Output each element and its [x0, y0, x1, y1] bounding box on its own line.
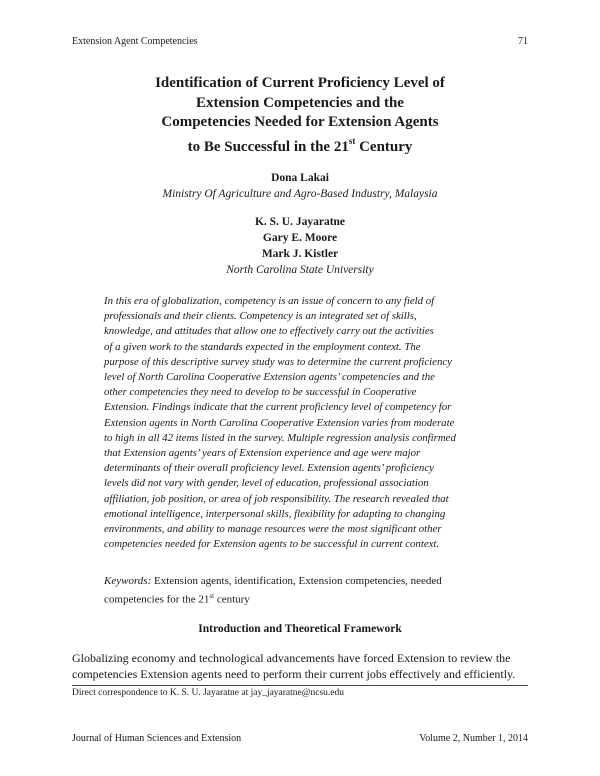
title-text: Century [355, 138, 413, 155]
title-superscript: st [348, 135, 356, 146]
keywords-text: Extension agents, identification, Extension competencies, needed [151, 575, 442, 587]
paper-title [72, 74, 528, 157]
author-name: Gary E. Moore [262, 232, 338, 244]
keywords-text: century [214, 593, 250, 606]
abstract-line: purpose of this descriptive survey study was to determine the current proficiency [104, 355, 452, 368]
keywords-line [104, 589, 498, 608]
body-line: Globalizing economy and technological advancements have forced Extension to review the [72, 651, 511, 665]
abstract-line: determinants of their overall proficiency level. Extension agents’ proficiency [104, 462, 434, 475]
keywords-text: competencies for the 21 [104, 593, 210, 606]
abstract-line: Extension agents in North Carolina Cooperative Extension varies from moderate [104, 416, 455, 429]
keywords-superscript: st [209, 592, 215, 600]
abstract-line: affiliation, job position, or area of job responsibility. The research revealed that [104, 492, 449, 505]
abstract-line: competencies needed for Extension agents to be successful in current context. [104, 538, 440, 551]
author-name: Mark J. Kistler [261, 248, 339, 260]
abstract-line: that Extension agents’ years of Extension experience and age were major [104, 447, 421, 460]
author-affiliation: North Carolina State University [226, 264, 374, 276]
abstract-line: of a given work to the standards expected in the employment context. The [104, 340, 421, 353]
abstract-line: to high in all 42 items listed in the survey. Multiple regression analysis confirmed [104, 431, 456, 444]
abstract-line: Extension. Findings indicate that the current proficiency level of competency for [104, 401, 452, 414]
body-line: competencies Extension agents need to perform their current jobs effectively and efficiently. [72, 667, 516, 681]
title-text: to Be Successful in the 21 [187, 138, 349, 155]
title-line: Extension Competencies and the [196, 94, 404, 111]
correspondence-footnote: Direct correspondence to K. S. U. Jayaratne at jay_jayaratne@ncsu.edu [72, 688, 345, 698]
title-line: Identification of Current Proficiency Level of [155, 75, 445, 91]
page-number: 71 [518, 36, 528, 47]
volume-info: Volume 2, Number 1, 2014 [419, 733, 528, 744]
abstract-line: In this era of globalization, competency is an issue of concern to any field of [104, 295, 435, 307]
journal-name: Journal of Human Sciences and Extension [72, 733, 242, 744]
keywords [104, 574, 498, 608]
footnote-divider [72, 685, 528, 686]
title-line [72, 133, 528, 158]
abstract-line: professionals and their clients. Competency is an integrated set of skills, [104, 310, 417, 323]
author-name: K. S. U. Jayaratne [254, 216, 346, 228]
author-group-2 [72, 214, 528, 278]
keywords-line [104, 574, 498, 589]
keywords-label: Keywords: [104, 575, 152, 587]
abstract-line: level of North Carolina Cooperative Extension agents’ competencies and the [104, 371, 435, 384]
author-group-1 [72, 170, 528, 202]
abstract-line: knowledge, and attitudes that allow one to effectively carry out the activities [104, 325, 434, 338]
body-paragraph [72, 650, 528, 682]
author-name: Dona Lakai [271, 172, 329, 184]
author-affiliation: Ministry Of Agriculture and Agro-Based Industry, Malaysia [162, 188, 438, 200]
title-line: Competencies Needed for Extension Agents [161, 114, 439, 130]
running-header-title: Extension Agent Competencies [72, 36, 198, 47]
abstract-line: environments, and ability to manage resources were the most significant other [104, 523, 442, 536]
abstract [104, 294, 498, 552]
section-heading: Introduction and Theoretical Framework [198, 623, 402, 635]
abstract-line: emotional intelligence, interpersonal skills, flexibility for adapting to changing [104, 507, 446, 520]
abstract-line: other competencies they need to develop to be successful in Cooperative [104, 386, 417, 399]
abstract-line: levels did not vary with gender, level of education, professional association [104, 477, 429, 490]
